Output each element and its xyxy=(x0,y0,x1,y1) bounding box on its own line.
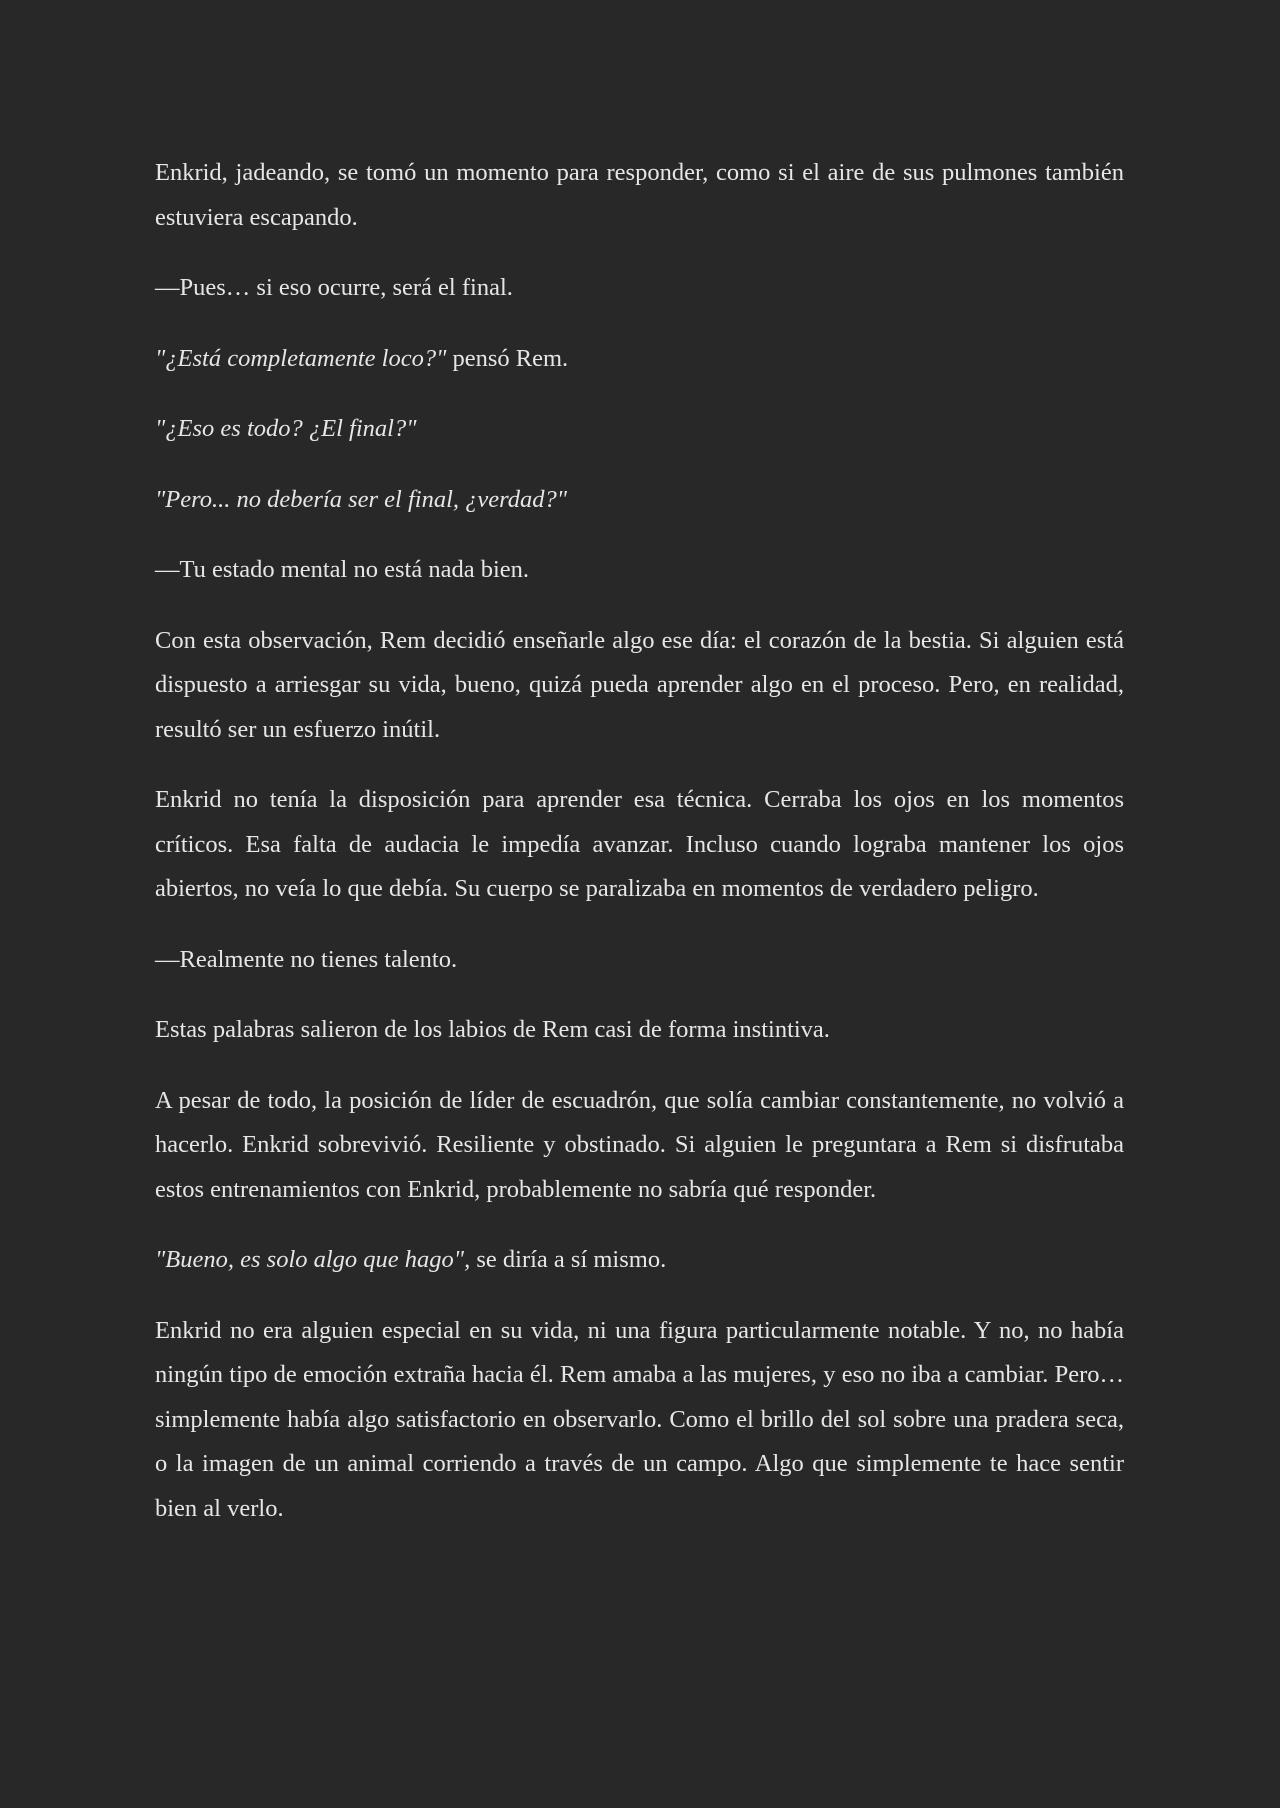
thought-text: "¿Está completamente loco?" xyxy=(155,344,447,372)
reading-page xyxy=(155,151,1124,1557)
paragraph-text: Enkrid, jadeando, se tomó un momento para responder, como si el aire de sus pulmones también estuviera escapando. xyxy=(155,159,1124,231)
dialogue-text: —Realmente no tienes talento. xyxy=(155,945,458,973)
paragraph-text: se diría a sí mismo. xyxy=(470,1246,667,1273)
paragraph-text: Estas palabras salieron de los labios de Rem casi de forma instintiva. xyxy=(155,1016,830,1043)
paragraph-text: A pesar de todo, la posición de líder de escuadrón, que solía cambiar constantemente, no volvió a hacerlo. Enkrid sobrevivió. Resiliente y obstinado. Si alguien le preguntara a Rem si disfrutaba estos entrenamientos con Enkrid, probablemente no sabría qué responder. xyxy=(155,1086,1124,1203)
paragraph xyxy=(155,1238,1124,1283)
paragraph xyxy=(155,548,1124,593)
paragraph xyxy=(155,1309,1124,1532)
chapter-text xyxy=(155,151,1124,1531)
dialogue-text: —Pues… si eso ocurre, será el final. xyxy=(155,274,513,301)
paragraph-text: Enkrid no era alguien especial en su vida, ni una figura particularmente notable. Y no, no había ningún tipo de emoción extraña hacia él. Rem amaba a las mujeres, y eso no iba a cambiar. Pero… simplemente había algo satisfactorio en observarlo. Como el brillo del sol sobre una pradera seca, o la imagen de un animal corriendo a través de un campo. Algo que simplemente te hace sentir bien al verlo. xyxy=(155,1316,1124,1522)
dialogue-text: —Tu estado mental no está nada bien. xyxy=(155,556,530,583)
thought-text: "¿Eso es todo? ¿El final?" xyxy=(155,415,417,442)
paragraph-text: pensó Rem. xyxy=(446,344,569,372)
paragraph xyxy=(155,1079,1124,1213)
paragraph xyxy=(155,407,1124,452)
paragraph xyxy=(155,337,1124,382)
paragraph xyxy=(155,778,1124,912)
thought-text: "Pero... no debería ser el final, ¿verdad?" xyxy=(155,485,568,513)
paragraph xyxy=(155,938,1124,983)
paragraph xyxy=(155,1008,1124,1053)
paragraph-text: Con esta observación, Rem decidió enseñarle algo ese día: el corazón de la bestia. Si alguien está dispuesto a arriesgar su vida, bueno, quizá pueda aprender algo en el proceso. Pero, en realidad, resultó ser un esfuerzo inútil. xyxy=(155,626,1124,743)
paragraph xyxy=(155,619,1124,753)
paragraph xyxy=(155,478,1124,523)
paragraph xyxy=(155,151,1124,240)
thought-text: "Bueno, es solo algo que hago", xyxy=(155,1246,471,1273)
paragraph-text: Enkrid no tenía la disposición para aprender esa técnica. Cerraba los ojos en los momentos críticos. Esa falta de audacia le impedía avanzar. Incluso cuando lograba mantener los ojos abiertos, no veía lo que debía. Su cuerpo se paralizaba en momentos de verdadero peligro. xyxy=(155,786,1124,902)
paragraph xyxy=(155,266,1124,311)
